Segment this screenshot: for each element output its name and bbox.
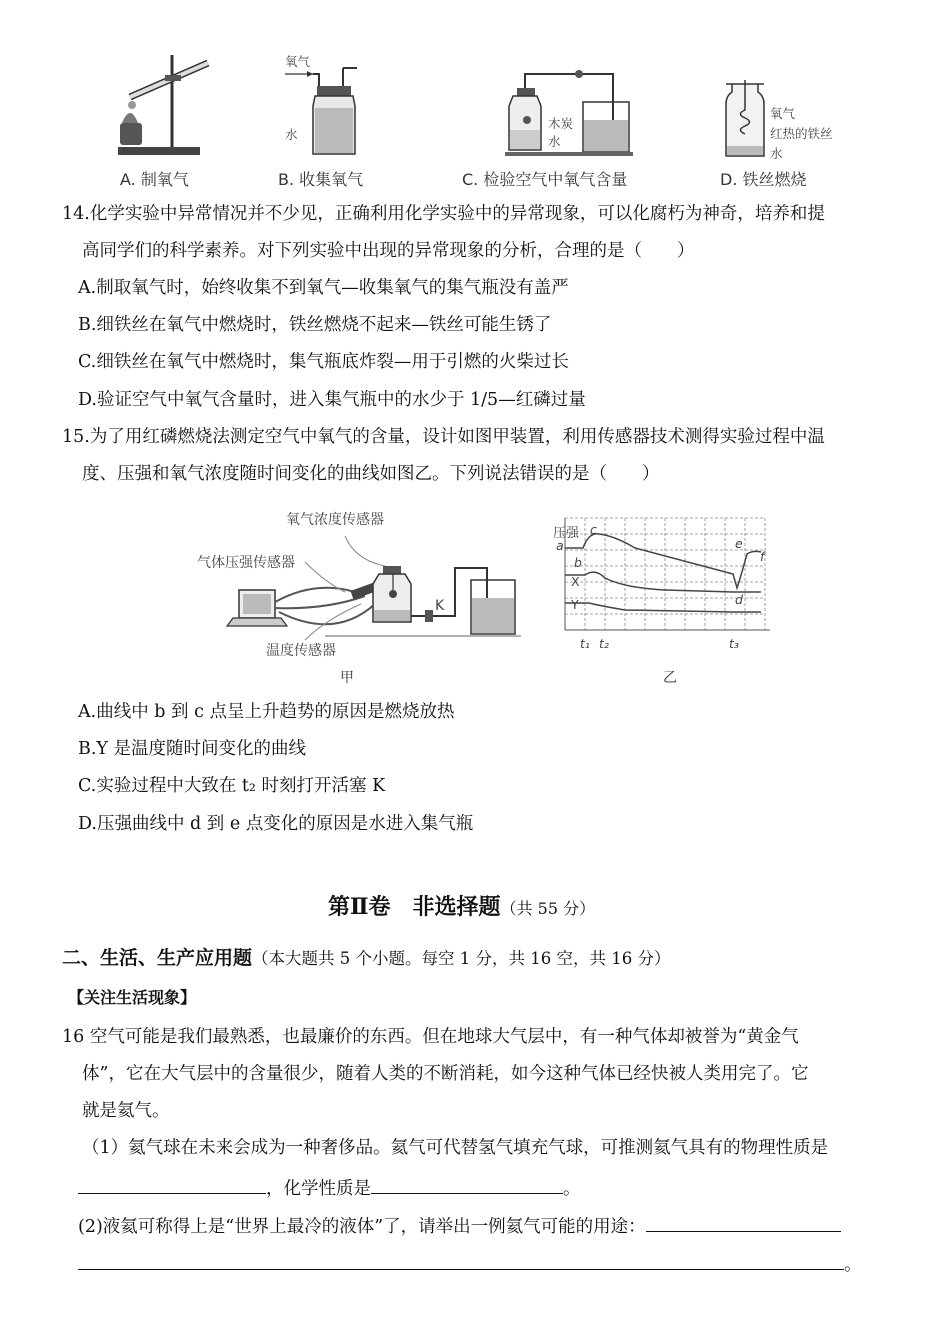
yi-point-a: a (556, 538, 564, 553)
q14-option-c: C.细铁丝在氧气中燃烧时，集气瓶底炸裂—用于引燃的火柴过长 (78, 352, 569, 372)
q16-sub2-row2 (78, 1249, 862, 1277)
label-temp-sensor: 温度传感器 (266, 643, 336, 659)
label-pressure-sensor: 气体压强传感器 (197, 555, 295, 571)
q15-option-b: B.Y 是温度随时间变化的曲线 (78, 739, 307, 759)
caption-a: A. 制氧气 (120, 170, 189, 189)
section-heading (62, 943, 670, 970)
apparatus-a-drawing (110, 45, 220, 165)
yi-tick-t2: t₂ (599, 636, 609, 651)
label-b-water: 水 (285, 127, 298, 142)
q15-option-d: D.压强曲线中 d 到 e 点变化的原因是水进入集气瓶 (78, 814, 474, 834)
q14-stem-line1: 14.化学实验中异常情况并不少见，正确利用化学实验中的异常现象，可以化腐朽为神奇，培养和提 (62, 204, 825, 224)
label-valve-k: K (435, 598, 445, 614)
caption-jia: 甲 (340, 670, 354, 686)
yi-point-d: d (735, 592, 743, 607)
q14-option-a: A.制取氧气时，始终收集不到氧气—收集氧气的集气瓶没有盖严 (78, 278, 569, 298)
label-d-wire: 红热的铁丝 (770, 126, 833, 141)
q16-line1: 16 空气可能是我们最熟悉，也最廉价的东西。但在地球大气层中，有一种气体却被誉为“黄金气 (62, 1027, 799, 1047)
yi-ylabel: 压强 (553, 526, 580, 541)
yi-tick-t1: t₁ (580, 636, 590, 651)
answer-blank-physical[interactable] (78, 1173, 266, 1194)
subsection-heading: 【关注生活现象】 (68, 988, 197, 1007)
label-o2-sensor: 氧气浓度传感器 (286, 512, 384, 528)
answer-blank-use-2[interactable] (78, 1249, 844, 1270)
label-d-oxygen: 氧气 (770, 106, 796, 121)
yi-point-e: e (735, 536, 743, 551)
q14-stem-line2: 高同学们的科学素养。对下列实验中出现的异常现象的分析，合理的是（ ） (82, 241, 695, 261)
q16-line2: 体”，它在大气层中的含量很少，随着人类的不断消耗，如今这种气体已经快被人类用完了。它 (82, 1064, 809, 1084)
q16-sub2-text: (2)液氦可称得上是“世界上最冷的液体”了，请举出一例氦气可能的用途： (78, 1217, 646, 1237)
q15-stem-line1: 15.为了用红磷燃烧法测定空气中氧气的含量，设计如图甲装置，利用传感器技术测得实验过程中温 (62, 427, 825, 447)
q16-sub1-line1: （1）氦气球在未来会成为一种奢侈品。氦气可代替氢气填充气球，可推测氦气具有的物理性质是 (82, 1138, 829, 1158)
caption-yi: 乙 (663, 670, 677, 686)
q16-sub2-row (78, 1211, 841, 1239)
q15-stem-line2: 度、压强和氧气浓度随时间变化的曲线如图乙。下列说法错误的是（ ） (82, 464, 660, 484)
yi-point-f: f (760, 549, 765, 564)
part2-title-text: 第Ⅱ卷 非选择题 (328, 894, 501, 920)
q16-line3: 就是氦气。 (82, 1101, 170, 1121)
yi-series-x: X (571, 574, 580, 589)
label-d-water: 水 (770, 146, 783, 161)
answer-blank-use-1[interactable] (646, 1211, 841, 1232)
section-heading-text: 二、生活、生产应用题 (62, 947, 253, 969)
q15-option-c: C.实验过程中大致在 t₂ 时刻打开活塞 K (78, 776, 386, 796)
part2-title-note: （共 55 分） (500, 899, 596, 918)
q16-sub1-mid: ，化学性质是 (266, 1179, 371, 1199)
section-heading-note: （本大题共 5 个小题。每空 1 分，共 16 空，共 16 分） (252, 949, 671, 968)
answer-blank-chemical[interactable] (371, 1173, 563, 1194)
yi-series-y: Y (571, 597, 579, 612)
label-b-oxygen: 氧气 (285, 54, 311, 69)
q16-sub2-end: 。 (844, 1255, 862, 1275)
q16-sub1-end: 。 (563, 1179, 581, 1199)
yi-point-b: b (574, 555, 582, 570)
caption-c: C. 检验空气中氧气含量 (462, 170, 628, 189)
caption-b: B. 收集氧气 (278, 170, 364, 189)
q14-option-d: D.验证空气中氧气含量时，进入集气瓶中的水少于 1/5—红磷过量 (78, 390, 586, 410)
caption-d: D. 铁丝燃烧 (720, 170, 807, 189)
yi-point-c: c (590, 522, 597, 537)
label-c-charcoal: 木炭 (548, 116, 574, 131)
q15-option-a: A.曲线中 b 到 c 点呈上升趋势的原因是燃烧放热 (78, 702, 455, 722)
apparatus-c-drawing (505, 60, 640, 160)
yi-tick-t3: t₃ (729, 636, 739, 651)
q16-sub1-answer-row (78, 1173, 581, 1201)
label-c-water: 水 (548, 134, 561, 149)
q14-option-b: B.细铁丝在氧气中燃烧时，铁丝燃烧不起来—铁丝可能生锈了 (78, 315, 552, 335)
part2-title (328, 890, 595, 921)
